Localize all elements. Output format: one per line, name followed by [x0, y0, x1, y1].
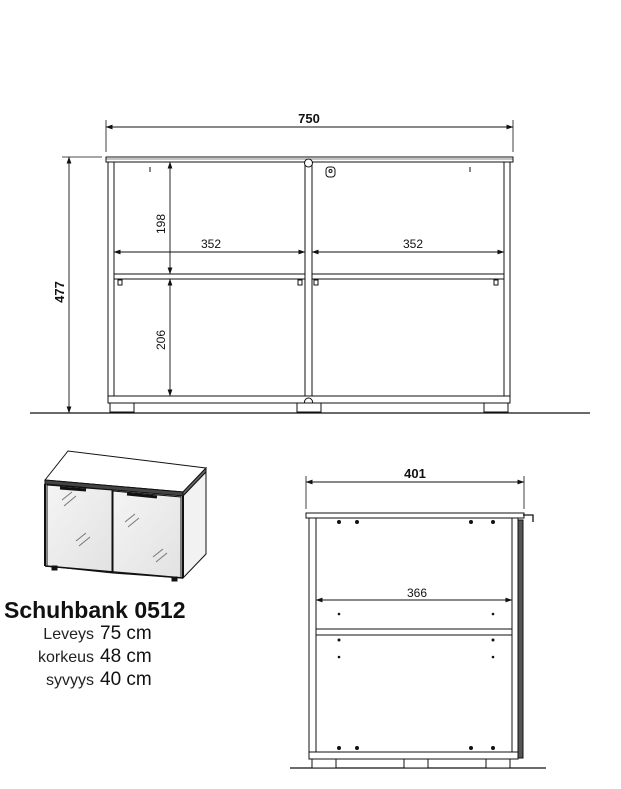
- spec-value: 48 cm: [100, 646, 152, 667]
- perspective-left-door: [47, 485, 112, 573]
- side-top-plate: [306, 513, 524, 518]
- spec-row-width: [4, 623, 186, 646]
- side-foot-left: [312, 759, 336, 768]
- product-title: Schuhbank 0512: [4, 597, 186, 623]
- front-right-panel: [504, 162, 510, 403]
- spec-value: 75 cm: [100, 623, 152, 644]
- spec-label: korkeus: [37, 649, 94, 666]
- perspective-view: [45, 451, 206, 581]
- spec-label: Leveys: [43, 626, 94, 643]
- front-shelf: [114, 274, 305, 279]
- height-label: 477: [52, 281, 67, 303]
- side-door-edge: [512, 518, 518, 758]
- side-left-panel: [309, 518, 316, 758]
- side-foot-right: [486, 759, 510, 768]
- inner-depth-label: 366: [406, 586, 428, 600]
- front-foot-left: [110, 403, 134, 412]
- width-label: 750: [298, 111, 320, 126]
- left-door-handle: [60, 488, 86, 490]
- side-view: [290, 476, 546, 768]
- front-foot-right: [484, 403, 508, 412]
- perspective-right-door: [113, 491, 181, 578]
- front-center-divider: [305, 162, 312, 403]
- product-info: [4, 597, 186, 692]
- side-shelf: [316, 629, 512, 635]
- upper-height-label: 198: [154, 213, 168, 235]
- right-width-label: 352: [402, 237, 424, 251]
- front-view: [30, 120, 590, 413]
- depth-label: 401: [404, 466, 426, 481]
- side-bottom-panel: [309, 752, 518, 759]
- lower-height-label: 206: [154, 329, 168, 351]
- spec-label: syvyys: [46, 672, 94, 689]
- spec-value: 40 cm: [100, 669, 152, 690]
- front-foot-center: [297, 403, 321, 412]
- side-foot-center: [404, 759, 428, 768]
- spec-row-depth: [4, 669, 186, 692]
- front-top-connector: [305, 159, 313, 167]
- front-left-panel: [108, 162, 114, 403]
- left-width-label: 352: [200, 237, 222, 251]
- spec-row-height: [4, 646, 186, 669]
